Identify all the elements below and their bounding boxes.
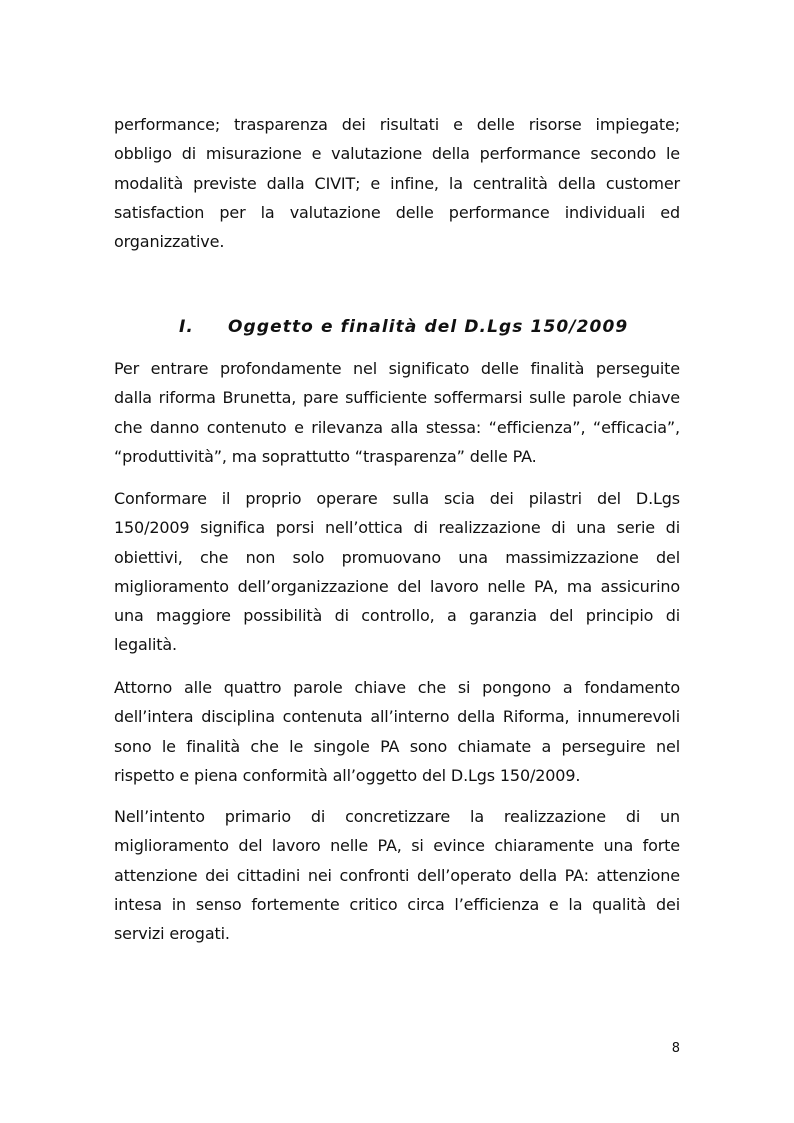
text-line: modalità previste dalla CIVIT; e infine, la centralità della customer [114, 173, 680, 193]
text-line: servizi erogati. [114, 924, 230, 944]
text-line: Attorno alle quattro parole chiave che si pongono a fondamento [114, 678, 680, 697]
text-line: che danno contenuto e rilevanza alla stessa: “efficienza”, “efficacia”, [114, 417, 680, 437]
paragraph-2 [114, 484, 680, 660]
text-line: 150/2009 significa porsi nell’ottica di realizzazione di una serie di [114, 518, 680, 538]
text-line: miglioramento del lavoro nelle PA, si evince chiaramente una forte [114, 836, 680, 856]
intro-paragraph [114, 110, 680, 256]
text-line: rispetto e piena conformità all’oggetto del D.Lgs 150/2009. [114, 765, 581, 785]
text-line: sono le finalità che le singole PA sono chiamate a perseguire nel [114, 736, 680, 756]
text-line: Nell’intento primario di concretizzare la realizzazione di un [114, 807, 680, 826]
section-title: Oggetto e finalità del D.Lgs 150/2009 [228, 317, 629, 337]
section-heading [114, 313, 680, 341]
text-line: obbligo di misurazione e valutazione della performance secondo le [114, 144, 680, 164]
text-line: una maggiore possibilità di controllo, a garanzia del principio di [114, 606, 680, 626]
text-line: obiettivi, che non solo promuovano una massimizzazione del [114, 547, 680, 567]
text-line: miglioramento dell’organizzazione del lavoro nelle PA, ma assicurino [114, 576, 680, 596]
text-line: organizzative. [114, 232, 225, 252]
paragraph-3 [114, 673, 680, 790]
text-line: Per entrare profondamente nel significato delle finalità perseguite [114, 359, 680, 378]
text-line: dalla riforma Brunetta, pare sufficiente soffermarsi sulle parole chiave [114, 388, 680, 408]
text-line: dell’intera disciplina contenuta all’interno della Riforma, innumerevoli [114, 707, 680, 727]
paragraph-4 [114, 802, 680, 948]
text-line: satisfaction per la valutazione delle performance individuali ed [114, 202, 680, 222]
paragraph-1 [114, 354, 680, 471]
section-number: I. [179, 317, 194, 337]
text-line: performance; trasparenza dei risultati e delle risorse impiegate; [114, 115, 680, 134]
text-line: legalità. [114, 635, 177, 655]
text-line: intesa in senso fortemente critico circa l’efficienza e la qualità dei [114, 894, 680, 914]
text-line: attenzione dei cittadini nei confronti dell’operato della PA: attenzione [114, 865, 680, 885]
text-line: “produttività”, ma soprattutto “trasparenza” delle PA. [114, 446, 537, 466]
text-line: Conformare il proprio operare sulla scia dei pilastri del D.Lgs [114, 489, 680, 508]
page-number: 8 [671, 1041, 680, 1056]
